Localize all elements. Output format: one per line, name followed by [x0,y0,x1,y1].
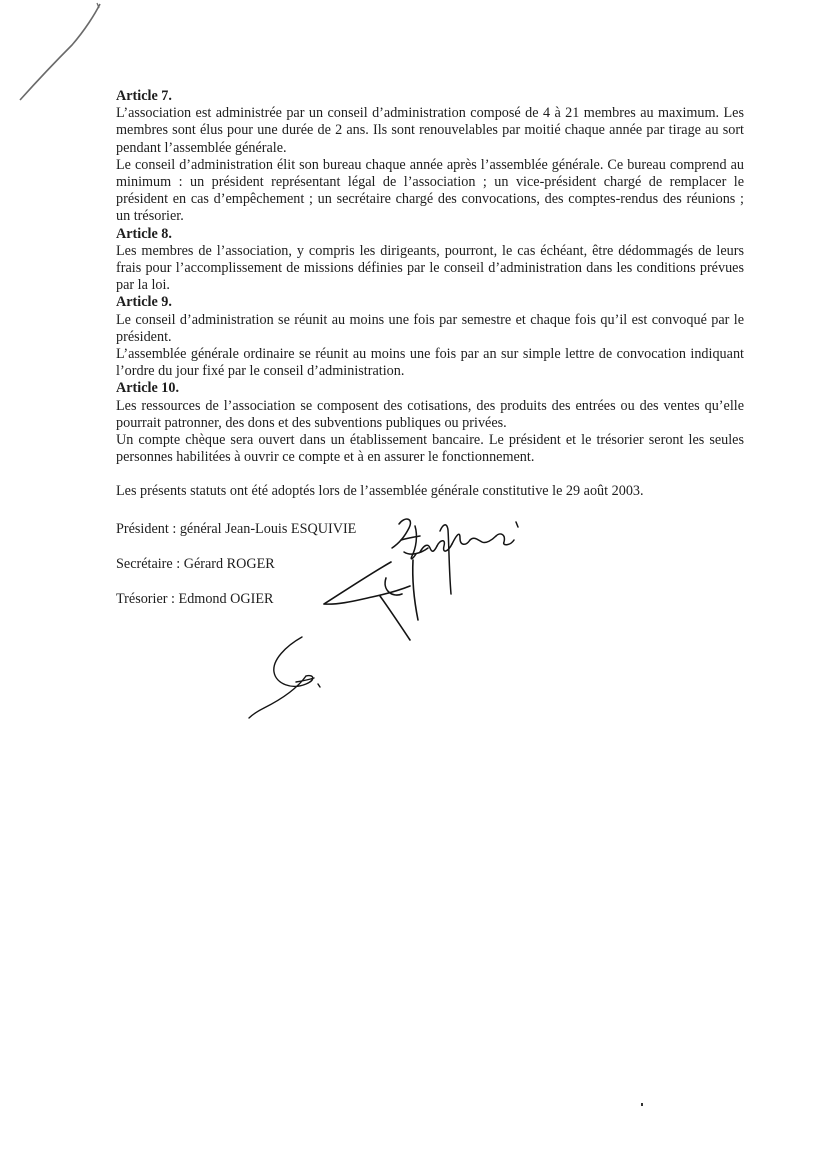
officer-secretary: Secrétaire : Gérard ROGER [116,555,275,572]
statutes-body [116,88,744,608]
officer-president: Président : général Jean-Louis ESQUIVIE [116,520,357,537]
article-title: Article 7. [116,88,172,104]
article-paragraph: Les ressources de l’association se composent des cotisations, des produits des entrées ou des ventes qu’elle pourrait patronner, des dons et des subventions publiques ou privées. [116,397,744,431]
officer-treasurer: Trésorier : Edmond OGIER [116,591,274,608]
article-paragraph: Le conseil d’administration élit son bureau chaque année après l’assemblée générale. Ce bureau comprend au minimum : un président représentant légal de l’association ; un vice-président chargé de remplacer le président en cas d’empêchement ; un secrétaire chargé des convocations, des comptes-rendus des réunions ; un trésorier. [116,156,744,225]
adoption-statement: Les présents statuts ont été adoptés lors de l’assemblée générale constitutive le 29 août 2003. [116,483,644,500]
article-9 [116,294,744,380]
article-7 [116,88,744,226]
article-title: Article 10. [116,380,180,397]
article-paragraph: L’association est administrée par un conseil d’administration composé de 4 à 21 membres au maximum. Les membres sont élus pour une durée de 2 ans. Ils sont renouvelables par moitié chaque année par tirage au sort pendant l’assemblée générale. [116,105,744,156]
article-title: Article 8. [116,225,172,242]
officers-list [116,521,744,609]
article-paragraph: L’assemblée générale ordinaire se réunit au moins une fois par an sur simple lettre de convocation indiquant l’ordre du jour fixé par le conseil d’administration. [116,346,744,380]
article-10 [116,380,744,466]
article-paragraph: Le conseil d’administration se réunit au moins une fois par semestre et chaque fois qu’il est convoqué par le président. [116,311,744,345]
article-8 [116,226,744,295]
article-paragraph: Les membres de l’association, y compris les dirigeants, pourront, le cas échéant, être dédommagés de leurs frais pour l’accomplissement de missions définies par le conseil d’administration dans les conditions prévues par la loi. [116,242,744,294]
article-title: Article 9. [116,294,172,311]
article-paragraph: Un compte chèque sera ouvert dans un établissement bancaire. Le président et le trésorier seront les seules personnes habilitées à ouvrir ce compte et à en assurer le fonctionnement. [116,432,744,466]
scan-speck [641,1103,643,1106]
treasurer-signature [249,637,320,718]
